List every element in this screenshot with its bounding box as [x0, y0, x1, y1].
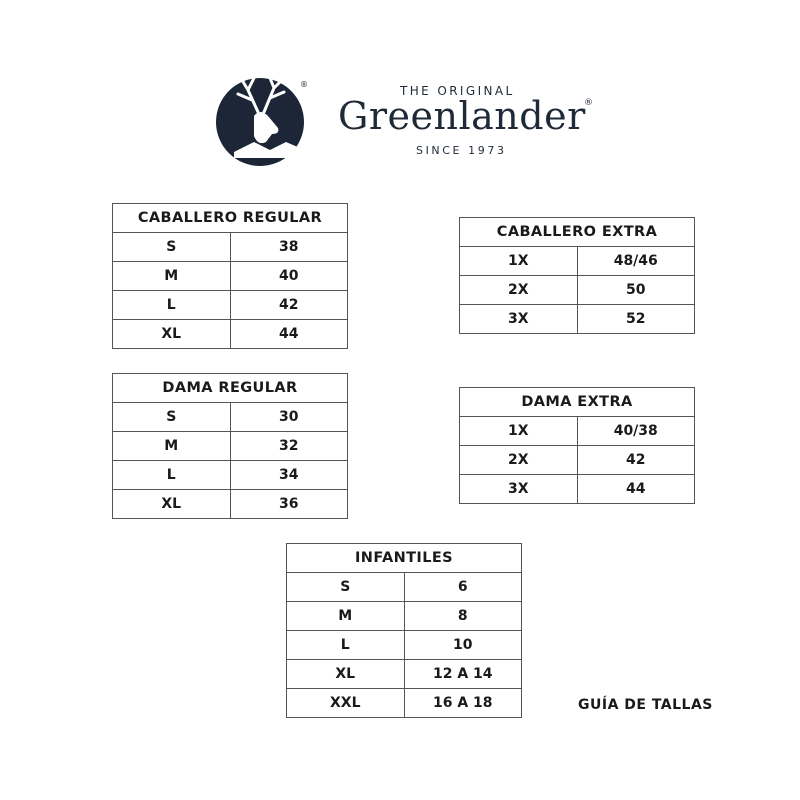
table-row [460, 276, 695, 305]
measure-cell: 40/38 [577, 417, 695, 446]
brand-tagline-top: THE ORIGINAL [400, 84, 515, 98]
table-title: DAMA REGULAR [113, 374, 348, 403]
size-cell: M [113, 432, 231, 461]
table-dama-regular [112, 373, 348, 519]
size-cell: S [287, 573, 405, 602]
brand-logo [214, 72, 594, 172]
size-cell: XL [287, 660, 405, 689]
table-caballero-extra [459, 217, 695, 334]
brand-name: Greenlander [338, 94, 586, 138]
size-cell: 3X [460, 305, 578, 334]
table-row [113, 233, 348, 262]
table-title: DAMA EXTRA [460, 388, 695, 417]
table-row [460, 446, 695, 475]
measure-cell: 16 A 18 [404, 689, 522, 718]
table-row [287, 660, 522, 689]
size-cell: XL [113, 490, 231, 519]
size-cell: S [113, 403, 231, 432]
size-guide-label: GUÍA DE TALLAS [578, 697, 713, 713]
table-row [287, 573, 522, 602]
table-infantiles [286, 543, 522, 718]
size-cell: XL [113, 320, 231, 349]
measure-cell: 10 [404, 631, 522, 660]
brand-tagline-bottom: SINCE 1973 [416, 144, 507, 157]
measure-cell: 38 [230, 233, 348, 262]
table-row [113, 461, 348, 490]
table-caballero-regular [112, 203, 348, 349]
table-row [460, 247, 695, 276]
size-cell: L [287, 631, 405, 660]
size-cell: 2X [460, 276, 578, 305]
measure-cell: 12 A 14 [404, 660, 522, 689]
measure-cell: 52 [577, 305, 695, 334]
size-cell: M [113, 262, 231, 291]
measure-cell: 42 [577, 446, 695, 475]
measure-cell: 50 [577, 276, 695, 305]
table-row [287, 689, 522, 718]
size-cell: 3X [460, 475, 578, 504]
measure-cell: 8 [404, 602, 522, 631]
table-row [113, 262, 348, 291]
emblem-registered-mark: ® [300, 80, 308, 89]
measure-cell: 32 [230, 432, 348, 461]
size-cell: M [287, 602, 405, 631]
table-row [113, 432, 348, 461]
table-title: CABALLERO REGULAR [113, 204, 348, 233]
size-cell: L [113, 461, 231, 490]
table-row [460, 475, 695, 504]
size-cell: 2X [460, 446, 578, 475]
table-row [460, 417, 695, 446]
measure-cell: 44 [577, 475, 695, 504]
table-title: CABALLERO EXTRA [460, 218, 695, 247]
deer-emblem-icon [214, 72, 308, 168]
measure-cell: 30 [230, 403, 348, 432]
measure-cell: 34 [230, 461, 348, 490]
table-row [287, 631, 522, 660]
table-row [113, 320, 348, 349]
table-row [113, 291, 348, 320]
measure-cell: 42 [230, 291, 348, 320]
size-cell: XXL [287, 689, 405, 718]
measure-cell: 36 [230, 490, 348, 519]
table-dama-extra [459, 387, 695, 504]
size-cell: S [113, 233, 231, 262]
measure-cell: 6 [404, 573, 522, 602]
table-title: INFANTILES [287, 544, 522, 573]
measure-cell: 48/46 [577, 247, 695, 276]
brand-registered-mark: ® [584, 98, 593, 108]
size-cell: 1X [460, 417, 578, 446]
size-cell: 1X [460, 247, 578, 276]
table-row [460, 305, 695, 334]
measure-cell: 44 [230, 320, 348, 349]
table-row [287, 602, 522, 631]
measure-cell: 40 [230, 262, 348, 291]
table-row [113, 403, 348, 432]
table-row [113, 490, 348, 519]
size-cell: L [113, 291, 231, 320]
